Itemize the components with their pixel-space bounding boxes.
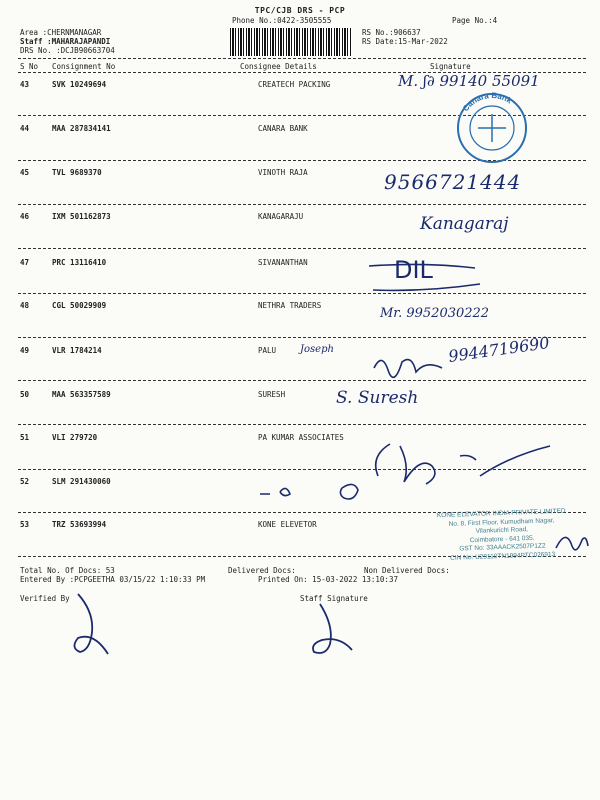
divider: [18, 380, 586, 381]
signature-46: Kanagaraj: [420, 214, 509, 234]
total-docs: Total No. Of Docs: 53: [20, 566, 115, 575]
staff-signature-label: Staff Signature: [300, 594, 368, 603]
row-sno: 45: [20, 168, 30, 177]
row-consignment: PRC 13116410: [52, 258, 107, 267]
staff-label: Staff :MAHARAJAPANDI: [20, 37, 111, 46]
signature-49-stroke: [372, 350, 452, 380]
row-sno: 50: [20, 390, 30, 399]
row-details: SIVANANTHAN: [258, 258, 308, 267]
divider: [18, 204, 586, 205]
row-details: SURESH: [258, 390, 286, 399]
divider: [18, 293, 586, 294]
row-details: CANARA BANK: [258, 124, 308, 133]
row-details: NETHRA TRADERS: [258, 301, 322, 310]
signature-53-stroke: [552, 526, 592, 560]
divider: [18, 58, 586, 59]
non-delivered-docs: Non Delivered Docs:: [364, 566, 450, 575]
stamp-line: Vilankurichi Road,: [475, 526, 529, 535]
signature-50: S. Suresh: [336, 388, 419, 408]
column-header-signature: Signature: [430, 62, 471, 71]
delivered-docs: Delivered Docs:: [228, 566, 296, 575]
verified-signature: [64, 592, 134, 662]
rs-number: RS No.:906637: [362, 28, 421, 37]
row-sno: 46: [20, 212, 30, 221]
entered-by: Entered By :PCPGEETHA 03/15/22 1:10:33 PM: [20, 575, 206, 584]
row-sno: 52: [20, 477, 30, 486]
stamp-line: No. 8, First Floor, Kumudham Nagar,: [448, 516, 555, 528]
row-consignment: VLI 279720: [52, 433, 98, 442]
phone-number: Phone No.:0422-3505555: [232, 16, 332, 25]
row-sno: 44: [20, 124, 30, 133]
column-header-details: Consignee Details: [240, 62, 317, 71]
signature-51-scribble: [360, 436, 560, 516]
row-consignment: TVL 9689370: [52, 168, 102, 177]
document-title: TPC/CJB DRS - PCP: [254, 6, 346, 15]
barcode: [230, 28, 352, 56]
table-row: [0, 390, 600, 399]
row-consignment: VLR 1784214: [52, 346, 102, 355]
row-sno: 47: [20, 258, 30, 267]
divider: [18, 248, 586, 249]
row-details: PALU: [258, 346, 277, 355]
row-details: VINOTH RAJA: [258, 168, 308, 177]
row-consignment: TRZ 53693994: [52, 520, 107, 529]
rs-date: RS Date:15-Mar-2022: [362, 37, 448, 46]
row-consignment: CGL 50029909: [52, 301, 107, 310]
stamp-line: KONE ELEVATOR INDIA PRIVATE LIMITED: [436, 507, 566, 520]
row-consignment: IXM 501162873: [52, 212, 111, 221]
area-label: Area :CHERNMANAGAR: [20, 28, 102, 37]
row-details: PA KUMAR ASSOCIATES: [258, 433, 344, 442]
row-consignment: SVK 10249694: [52, 80, 107, 89]
row-consignment: SLM 291430060: [52, 477, 111, 486]
table-row: [0, 301, 600, 310]
canara-bank-stamp: [448, 84, 536, 166]
row-sno: 48: [20, 301, 30, 310]
signature-49-name: Joseph: [300, 344, 334, 355]
signature-52-scribble: [258, 480, 388, 508]
divider: [18, 337, 586, 338]
staff-signature: [300, 600, 370, 660]
table-row: [0, 258, 600, 267]
table-row: [0, 212, 600, 221]
row-consignment: MAA 287834141: [52, 124, 111, 133]
signature-47-stroke: [365, 262, 485, 294]
drs-number: DRS No. :DCJB90663704: [20, 46, 115, 55]
divider: [18, 424, 586, 425]
signature-49-phone: 9944719690: [447, 333, 551, 366]
column-header-sno: S No: [20, 62, 39, 71]
stamp-line: CIN No: U29110TN1994PTC026913: [450, 550, 556, 562]
row-details: KANAGARAJU: [258, 212, 304, 221]
signature-47: DIL: [394, 256, 433, 284]
printed-on: Printed On: 15-03-2022 13:10:37: [258, 575, 398, 584]
row-sno: 51: [20, 433, 30, 442]
row-sno: 43: [20, 80, 30, 89]
page-number: Page No.:4: [452, 16, 498, 25]
verified-by-label: Verified By: [20, 594, 70, 603]
signature-45: 9566721444: [384, 170, 522, 194]
row-sno: 53: [20, 520, 30, 529]
row-sno: 49: [20, 346, 30, 355]
column-header-consignment: Consignment No: [52, 62, 116, 71]
signature-43: M. ʃ∂ 99140 55091: [398, 72, 540, 90]
signature-48: Mr. 9952030222: [380, 306, 490, 321]
stamp-line: GST No: 33AAACK2507P1Z2: [459, 542, 546, 553]
row-details: CREATECH PACKING: [258, 80, 331, 89]
row-consignment: MAA 563357589: [52, 390, 111, 399]
svg-text:Canara Bank: Canara Bank: [461, 90, 514, 114]
stamp-line: Coimbatore - 641 035.: [469, 534, 535, 544]
row-details: KONE ELEVETOR: [258, 520, 317, 529]
